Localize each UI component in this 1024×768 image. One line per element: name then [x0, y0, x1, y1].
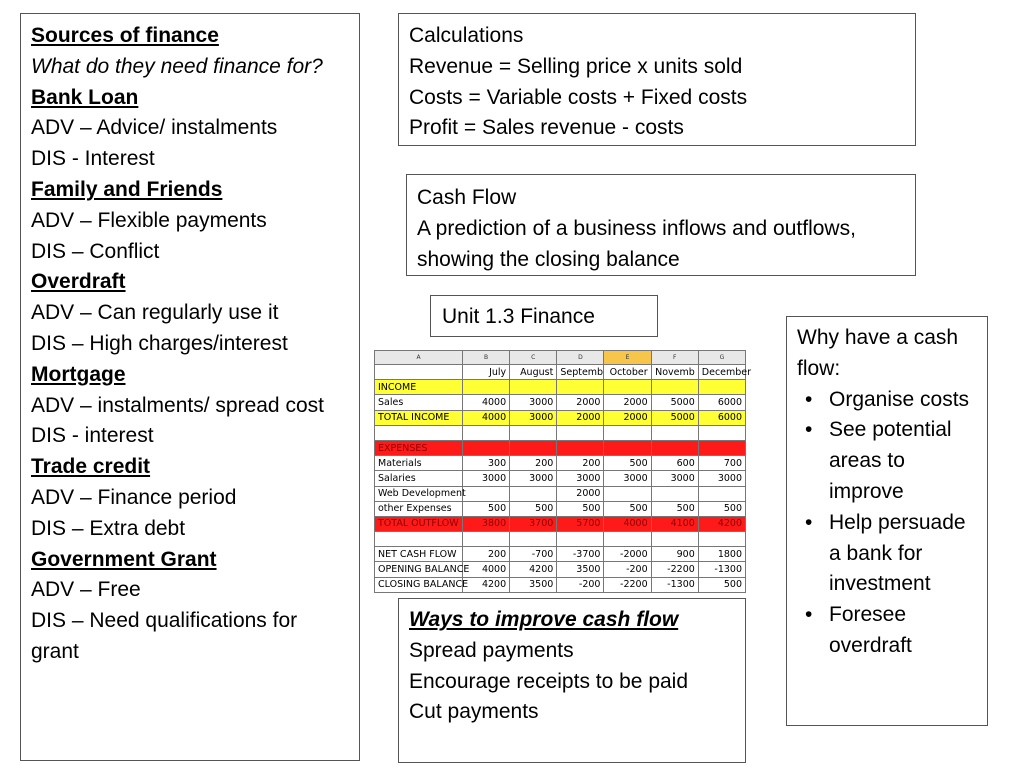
table-cell: 3000	[604, 471, 651, 486]
why-item-text: See potential areas to improve	[829, 418, 952, 503]
table-cell: 3000	[463, 471, 510, 486]
sources-list	[31, 83, 349, 668]
table-cell: 1800	[698, 547, 745, 562]
table-cell: 4200	[463, 577, 510, 592]
sources-of-finance-box	[20, 13, 360, 761]
why-item-text: Foresee overdraft	[829, 603, 912, 657]
row-label: NET CASH FLOW	[375, 547, 463, 562]
table-cell	[604, 380, 651, 395]
table-cell: 900	[651, 547, 698, 562]
table-cell	[510, 440, 557, 455]
table-cell: 300	[463, 456, 510, 471]
table-cell: 3000	[510, 395, 557, 410]
table-cell: 5000	[651, 410, 698, 425]
spreadsheet-column-letters	[375, 351, 746, 365]
table-cell	[463, 486, 510, 501]
table-row	[375, 501, 746, 516]
row-label: TOTAL INCOME	[375, 410, 463, 425]
table-cell	[604, 440, 651, 455]
row-label: EXPENSES	[375, 440, 463, 455]
list-item	[797, 508, 977, 600]
row-label: TOTAL OUTFLOW	[375, 516, 463, 531]
table-cell	[557, 380, 604, 395]
table-cell	[651, 486, 698, 501]
row-label: other Expenses	[375, 501, 463, 516]
table-cell: 3000	[557, 471, 604, 486]
bullet-icon: •	[805, 603, 813, 627]
table-cell	[698, 486, 745, 501]
sources-subtitle: What do they need finance for?	[31, 54, 323, 78]
table-cell	[604, 532, 651, 547]
table-cell: -1300	[651, 577, 698, 592]
table-row	[375, 532, 746, 547]
table-cell: 5000	[651, 395, 698, 410]
improve-item: Encourage receipts to be paid	[409, 669, 689, 693]
table-row	[375, 486, 746, 501]
source-disadvantage: DIS – Extra debt	[31, 516, 186, 540]
source-advantage: ADV – Flexible payments	[31, 208, 267, 232]
table-cell: 2000	[604, 395, 651, 410]
cash-flow-spreadsheet	[374, 350, 752, 596]
table-cell	[510, 486, 557, 501]
table-cell: 700	[698, 456, 745, 471]
table-cell	[463, 532, 510, 547]
table-cell: 4100	[651, 516, 698, 531]
row-label: OPENING BALANCE	[375, 562, 463, 577]
source-advantage: ADV – Finance period	[31, 485, 237, 509]
table-cell: 4000	[463, 410, 510, 425]
month-header: December	[698, 365, 745, 380]
column-letter: G	[698, 351, 745, 365]
source-heading: Overdraft	[31, 270, 126, 294]
source-advantage: ADV – Can regularly use it	[31, 301, 279, 325]
table-cell	[698, 440, 745, 455]
table-cell: 2000	[557, 486, 604, 501]
table-cell	[557, 440, 604, 455]
table-cell	[375, 365, 463, 380]
row-label: Web Development	[375, 486, 463, 501]
table-cell: 3700	[510, 516, 557, 531]
table-cell: 500	[651, 501, 698, 516]
table-row	[375, 456, 746, 471]
list-item	[797, 600, 977, 662]
table-cell: 200	[463, 547, 510, 562]
table-cell	[510, 425, 557, 440]
row-label: Sales	[375, 395, 463, 410]
table-cell: 4000	[463, 395, 510, 410]
table-cell	[463, 425, 510, 440]
list-item	[797, 385, 977, 416]
table-cell: -200	[557, 577, 604, 592]
table-cell: 3000	[651, 471, 698, 486]
table-cell	[510, 532, 557, 547]
column-letter: A	[375, 351, 463, 365]
bullet-icon: •	[805, 510, 813, 534]
source-advantage: ADV – instalments/ spread cost	[31, 393, 324, 417]
table-row	[375, 562, 746, 577]
table-cell: 2000	[557, 410, 604, 425]
table-cell: 4200	[698, 516, 745, 531]
column-letter: B	[463, 351, 510, 365]
table-cell	[557, 532, 604, 547]
table-cell: 3800	[463, 516, 510, 531]
row-label: Salaries	[375, 471, 463, 486]
table-cell	[651, 440, 698, 455]
table-cell: 600	[651, 456, 698, 471]
column-letter: D	[557, 351, 604, 365]
table-cell: 6000	[698, 410, 745, 425]
table-cell: -2000	[604, 547, 651, 562]
table-cell: -3700	[557, 547, 604, 562]
cash-flow-box	[406, 174, 916, 276]
why-item-text: Help persuade a bank for investment	[829, 510, 966, 596]
table-cell: 4000	[463, 562, 510, 577]
table-cell: 500	[510, 501, 557, 516]
row-label	[375, 425, 463, 440]
source-heading: Government Grant	[31, 547, 217, 571]
table-cell: 2000	[557, 395, 604, 410]
table-cell: 4200	[510, 562, 557, 577]
table-cell	[651, 532, 698, 547]
table-cell: 500	[698, 501, 745, 516]
table-cell: 2000	[604, 410, 651, 425]
month-header: Novemb	[651, 365, 698, 380]
month-header: July	[463, 365, 510, 380]
table-cell	[510, 380, 557, 395]
month-header: Septemb	[557, 365, 604, 380]
source-advantage: ADV – Free	[31, 578, 141, 602]
source-disadvantage: DIS - Interest	[31, 147, 155, 171]
table-cell	[604, 425, 651, 440]
month-header: August	[510, 365, 557, 380]
table-cell: 3000	[510, 410, 557, 425]
table-row	[375, 410, 746, 425]
table-row	[375, 516, 746, 531]
table-row	[375, 547, 746, 562]
bullet-icon: •	[805, 387, 813, 411]
row-label	[375, 532, 463, 547]
table-cell: -2200	[651, 562, 698, 577]
table-row	[375, 440, 746, 455]
table-cell: 200	[557, 456, 604, 471]
column-letter: F	[651, 351, 698, 365]
table-cell: 3000	[510, 471, 557, 486]
table-cell: 5700	[557, 516, 604, 531]
table-cell	[698, 425, 745, 440]
table-cell: 500	[557, 501, 604, 516]
table-cell	[557, 425, 604, 440]
row-label: CLOSING BALANCE	[375, 577, 463, 592]
unit-title: Unit 1.3 Finance	[442, 305, 595, 328]
improve-title: Ways to improve cash flow	[409, 608, 679, 631]
improve-cash-flow-box	[398, 598, 746, 763]
table-cell	[463, 440, 510, 455]
calculations-box	[398, 13, 916, 146]
profit-formula: Profit = Sales revenue - costs	[409, 116, 684, 140]
table-cell: 6000	[698, 395, 745, 410]
table-cell	[604, 486, 651, 501]
source-disadvantage: DIS – Conflict	[31, 239, 160, 263]
source-heading: Family and Friends	[31, 177, 223, 201]
why-item-text: Organise costs	[829, 387, 970, 411]
column-letter: C	[510, 351, 557, 365]
table-cell: 4000	[604, 516, 651, 531]
source-disadvantage: DIS – High charges/interest	[31, 331, 288, 355]
table-cell: 500	[604, 456, 651, 471]
improve-item: Cut payments	[409, 700, 539, 724]
why-list	[797, 385, 977, 662]
table-cell: 200	[510, 456, 557, 471]
costs-formula: Costs = Variable costs + Fixed costs	[409, 85, 748, 109]
column-letter: E	[604, 351, 651, 365]
table-cell	[698, 380, 745, 395]
table-row	[375, 425, 746, 440]
table-cell: 3500	[557, 562, 604, 577]
table-row	[375, 365, 746, 380]
cash-flow-title: Cash Flow	[417, 186, 517, 209]
row-label: INCOME	[375, 380, 463, 395]
bullet-icon: •	[805, 418, 813, 442]
table-cell: -200	[604, 562, 651, 577]
table-cell: 500	[698, 577, 745, 592]
source-disadvantage: DIS - interest	[31, 424, 154, 448]
table-row	[375, 577, 746, 592]
table-cell	[651, 380, 698, 395]
revenue-formula: Revenue = Selling price x units sold	[409, 54, 743, 78]
month-header: October	[604, 365, 651, 380]
list-item	[797, 415, 977, 507]
calculations-title: Calculations	[409, 24, 524, 47]
table-cell: 500	[604, 501, 651, 516]
unit-title-box	[430, 295, 658, 337]
table-cell: -2200	[604, 577, 651, 592]
improve-item: Spread payments	[409, 638, 574, 662]
table-cell: 3000	[698, 471, 745, 486]
table-cell: 3500	[510, 577, 557, 592]
table-cell: -1300	[698, 562, 745, 577]
table-row	[375, 380, 746, 395]
table-cell: -700	[510, 547, 557, 562]
table-cell	[651, 425, 698, 440]
table-row	[375, 395, 746, 410]
source-disadvantage: DIS – Need qualifications for grant	[31, 609, 298, 663]
spreadsheet-body	[375, 365, 752, 593]
row-label: Materials	[375, 456, 463, 471]
sources-title: Sources of finance	[31, 24, 219, 47]
cash-flow-definition: A prediction of a business inflows and outflows, showing the closing balance	[417, 216, 856, 271]
why-cash-flow-box	[786, 316, 988, 726]
source-heading: Trade credit	[31, 455, 151, 479]
source-heading: Mortgage	[31, 362, 126, 386]
source-advantage: ADV – Advice/ instalments	[31, 116, 278, 140]
source-heading: Bank Loan	[31, 85, 139, 109]
table-cell	[463, 380, 510, 395]
why-title: Why have a cash flow:	[797, 326, 959, 380]
table-cell: 500	[463, 501, 510, 516]
table-cell	[698, 532, 745, 547]
table-row	[375, 471, 746, 486]
